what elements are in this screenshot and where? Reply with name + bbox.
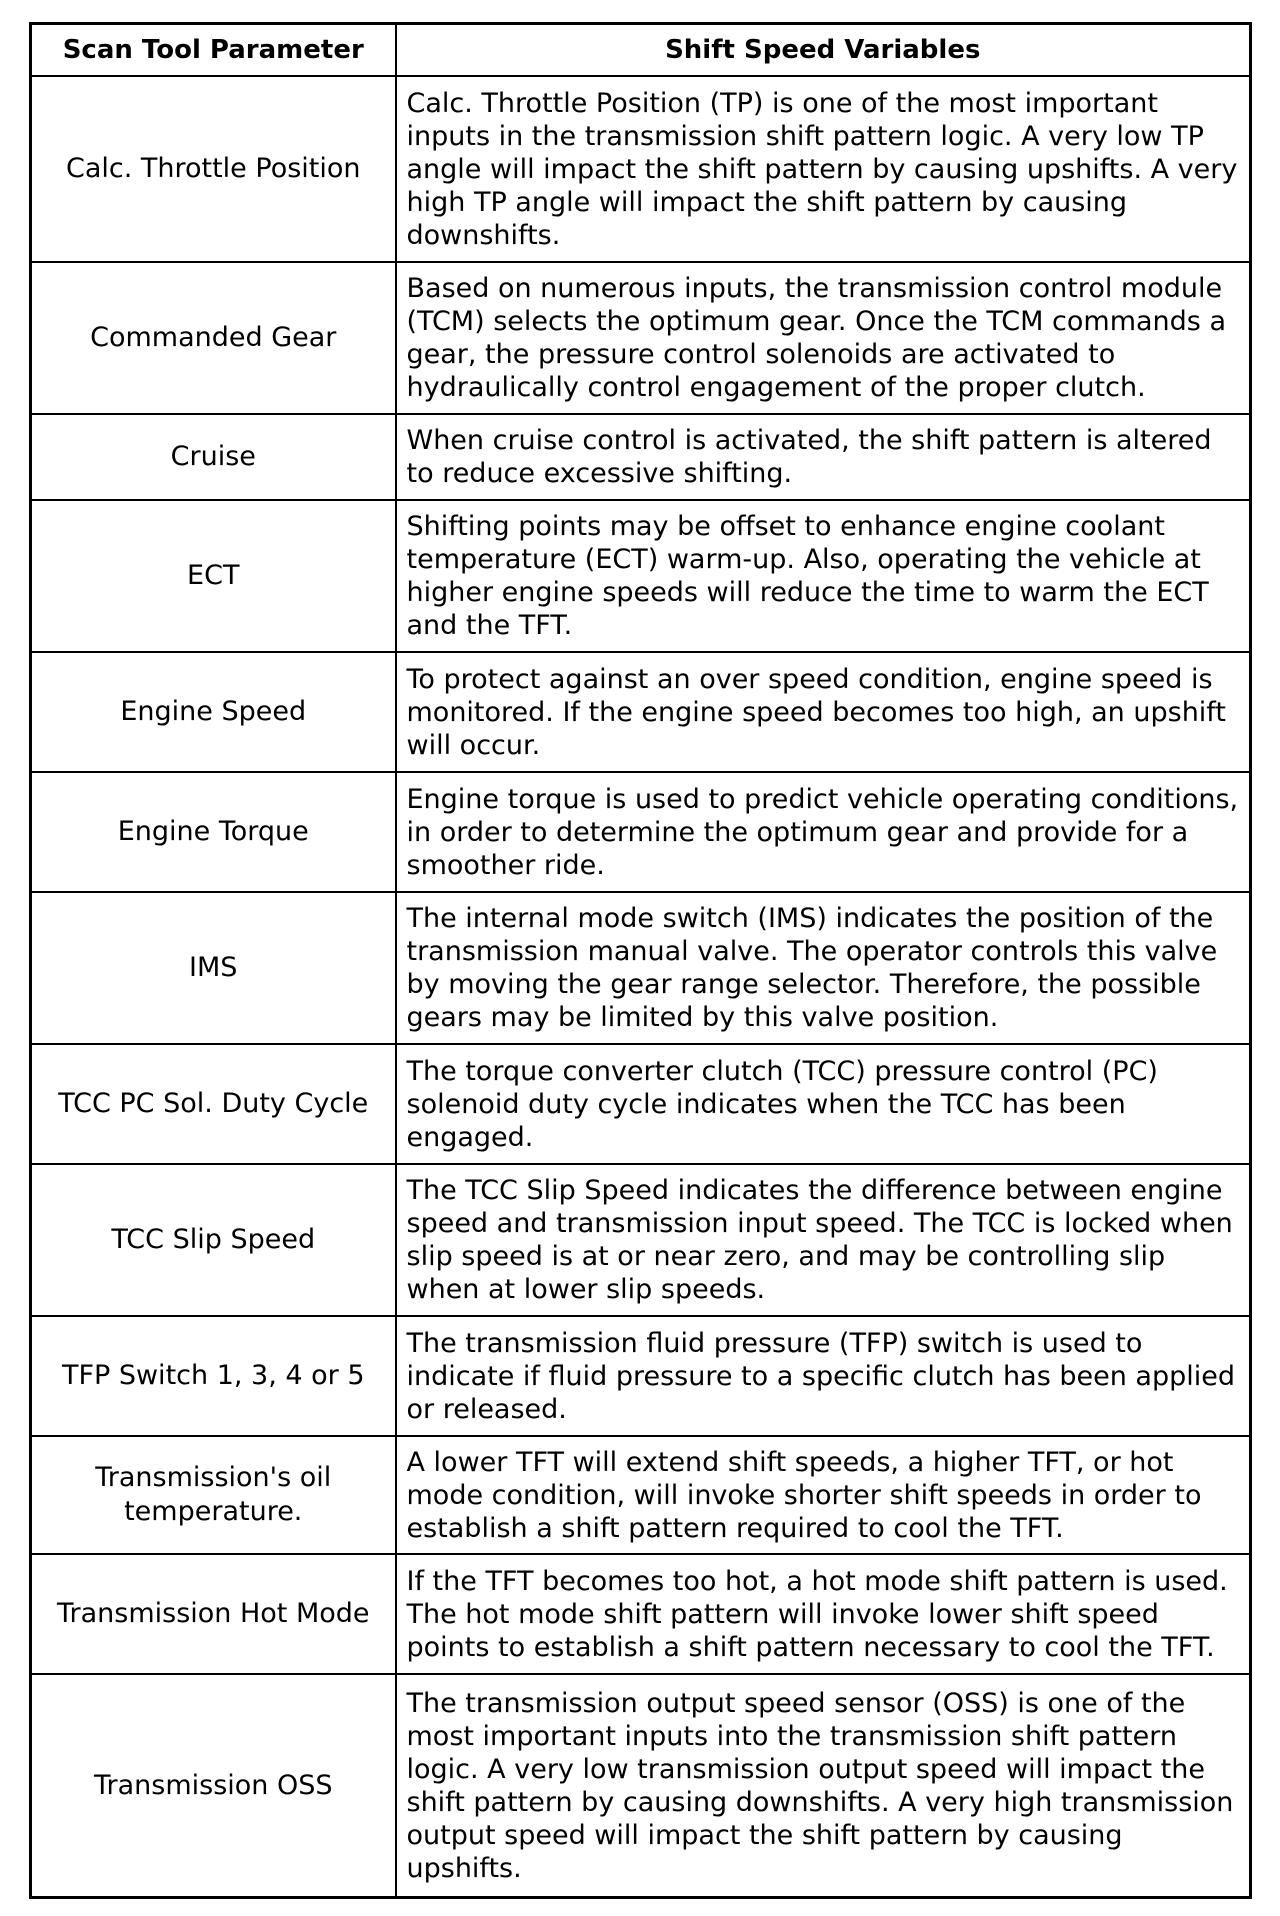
parameter-cell: Transmission Hot Mode [31, 1554, 396, 1674]
description-cell: The torque converter clutch (TCC) pressure control (PC) solenoid duty cycle indicates when the TCC has been engaged. [396, 1044, 1251, 1164]
parameter-cell: Calc. Throttle Position [31, 76, 396, 262]
table-row [31, 1164, 1251, 1316]
table-row [31, 772, 1251, 892]
table-row [31, 1674, 1251, 1898]
table-row [31, 1316, 1251, 1436]
description-cell: The TCC Slip Speed indicates the difference between engine speed and transmission input speed. The TCC is locked when slip speed is at or near zero, and may be controlling slip when at lower slip speeds. [396, 1164, 1251, 1316]
header-scan-tool-parameter: Scan Tool Parameter [31, 24, 396, 77]
shift-speed-variables-table [29, 22, 1252, 1899]
table-row [31, 1436, 1251, 1554]
description-cell: Shifting points may be offset to enhance engine coolant temperature (ECT) warm-up. Also, operating the vehicle at higher engine speeds will reduce the time to warm the ECT and the TFT. [396, 500, 1251, 652]
parameter-cell: Transmission's oil temperature. [31, 1436, 396, 1554]
description-cell: If the TFT becomes too hot, a hot mode shift pattern is used. The hot mode shift pattern will invoke lower shift speed points to establish a shift pattern necessary to cool the TFT. [396, 1554, 1251, 1674]
table-header-row [31, 24, 1251, 77]
description-cell: When cruise control is activated, the shift pattern is altered to reduce excessive shifting. [396, 414, 1251, 500]
description-cell: Calc. Throttle Position (TP) is one of the most important inputs in the transmission shift pattern logic. A very low TP angle will impact the shift pattern by causing upshifts. A very high TP angle will impact the shift pattern by causing downshifts. [396, 76, 1251, 262]
description-cell: A lower TFT will extend shift speeds, a higher TFT, or hot mode condition, will invoke shorter shift speeds in order to establish a shift pattern required to cool the TFT. [396, 1436, 1251, 1554]
table-row [31, 414, 1251, 500]
table-row [31, 500, 1251, 652]
parameter-cell: Engine Speed [31, 652, 396, 772]
parameter-cell: Cruise [31, 414, 396, 500]
description-cell: The transmission output speed sensor (OSS) is one of the most important inputs into the transmission shift pattern logic. A very low transmission output speed will impact the shift pattern by causing downshifts. A very high transmission output speed will impact the shift pattern by causing upshifts. [396, 1674, 1251, 1898]
description-cell: The transmission fluid pressure (TFP) switch is used to indicate if fluid pressure to a specific clutch has been applied or released. [396, 1316, 1251, 1436]
table-row [31, 1554, 1251, 1674]
description-cell: Based on numerous inputs, the transmission control module (TCM) selects the optimum gear. Once the TCM commands a gear, the pressure control solenoids are activated to hydraulically control engagement of the proper clutch. [396, 262, 1251, 414]
description-cell: The internal mode switch (IMS) indicates the position of the transmission manual valve. The operator controls this valve by moving the gear range selector. Therefore, the possible gears may be limited by this valve position. [396, 892, 1251, 1044]
parameter-cell: Commanded Gear [31, 262, 396, 414]
parameter-cell: Transmission OSS [31, 1674, 396, 1898]
header-shift-speed-variables: Shift Speed Variables [396, 24, 1251, 77]
table-row [31, 76, 1251, 262]
table-row [31, 652, 1251, 772]
table-row [31, 262, 1251, 414]
parameter-cell: Engine Torque [31, 772, 396, 892]
parameter-cell: TCC PC Sol. Duty Cycle [31, 1044, 396, 1164]
description-cell: Engine torque is used to predict vehicle operating conditions, in order to determine the optimum gear and provide for a smoother ride. [396, 772, 1251, 892]
parameter-cell: ECT [31, 500, 396, 652]
parameter-cell: TFP Switch 1, 3, 4 or 5 [31, 1316, 396, 1436]
parameter-cell: TCC Slip Speed [31, 1164, 396, 1316]
table-row [31, 1044, 1251, 1164]
parameter-cell: IMS [31, 892, 396, 1044]
table-row [31, 892, 1251, 1044]
description-cell: To protect against an over speed condition, engine speed is monitored. If the engine speed becomes too high, an upshift will occur. [396, 652, 1251, 772]
